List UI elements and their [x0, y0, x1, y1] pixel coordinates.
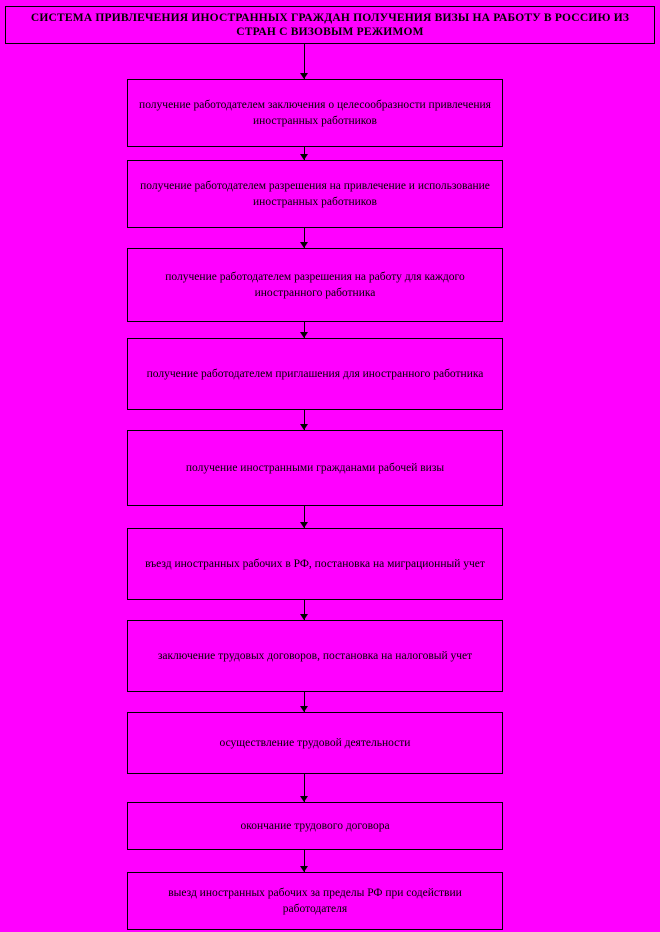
step-label-2: получение работодателем разрешения на привлечение и использование иностранных работников [140, 180, 490, 208]
step-box-8 [127, 712, 503, 774]
step-label-10: выезд иностранных рабочих за пределы РФ при содействии работодателя [168, 887, 462, 915]
step-label-7: заключение трудовых договоров, постановка на налоговый учет [157, 650, 473, 662]
step-label-1: получение работодателем заключения о целесообразности привлечения иностранных работников [139, 99, 491, 127]
step-box-3 [127, 248, 503, 322]
step-label-6: въезд иностранных рабочих в РФ, постановка на миграционный учет [145, 558, 485, 570]
step-box-7 [127, 620, 503, 692]
step-box-2 [127, 160, 503, 228]
step-box-10 [127, 872, 503, 930]
step-box-5 [127, 430, 503, 506]
diagram-title-box [5, 6, 655, 44]
step-label-9: окончание трудового договора [240, 820, 390, 832]
diagram-title: СИСТЕМА ПРИВЛЕЧЕНИЯ ИНОСТРАННЫХ ГРАЖДАН ПОЛУЧЕНИЯ ВИЗЫ НА РАБОТУ В РОССИЮ ИЗ СТРАН С ВИЗОВЫМ РЕЖИМОМ [30, 12, 630, 38]
step-label-3: получение работодателем разрешения на работу для каждого иностранного работника [165, 271, 465, 299]
step-label-5: получение иностранными гражданами рабочей визы [185, 462, 445, 474]
step-box-4 [127, 338, 503, 410]
step-box-9 [127, 802, 503, 850]
step-label-4: получение работодателем приглашения для иностранного работника [146, 368, 484, 380]
step-box-6 [127, 528, 503, 600]
step-box-1 [127, 79, 503, 147]
step-label-8: осуществление трудовой деятельности [219, 737, 411, 749]
